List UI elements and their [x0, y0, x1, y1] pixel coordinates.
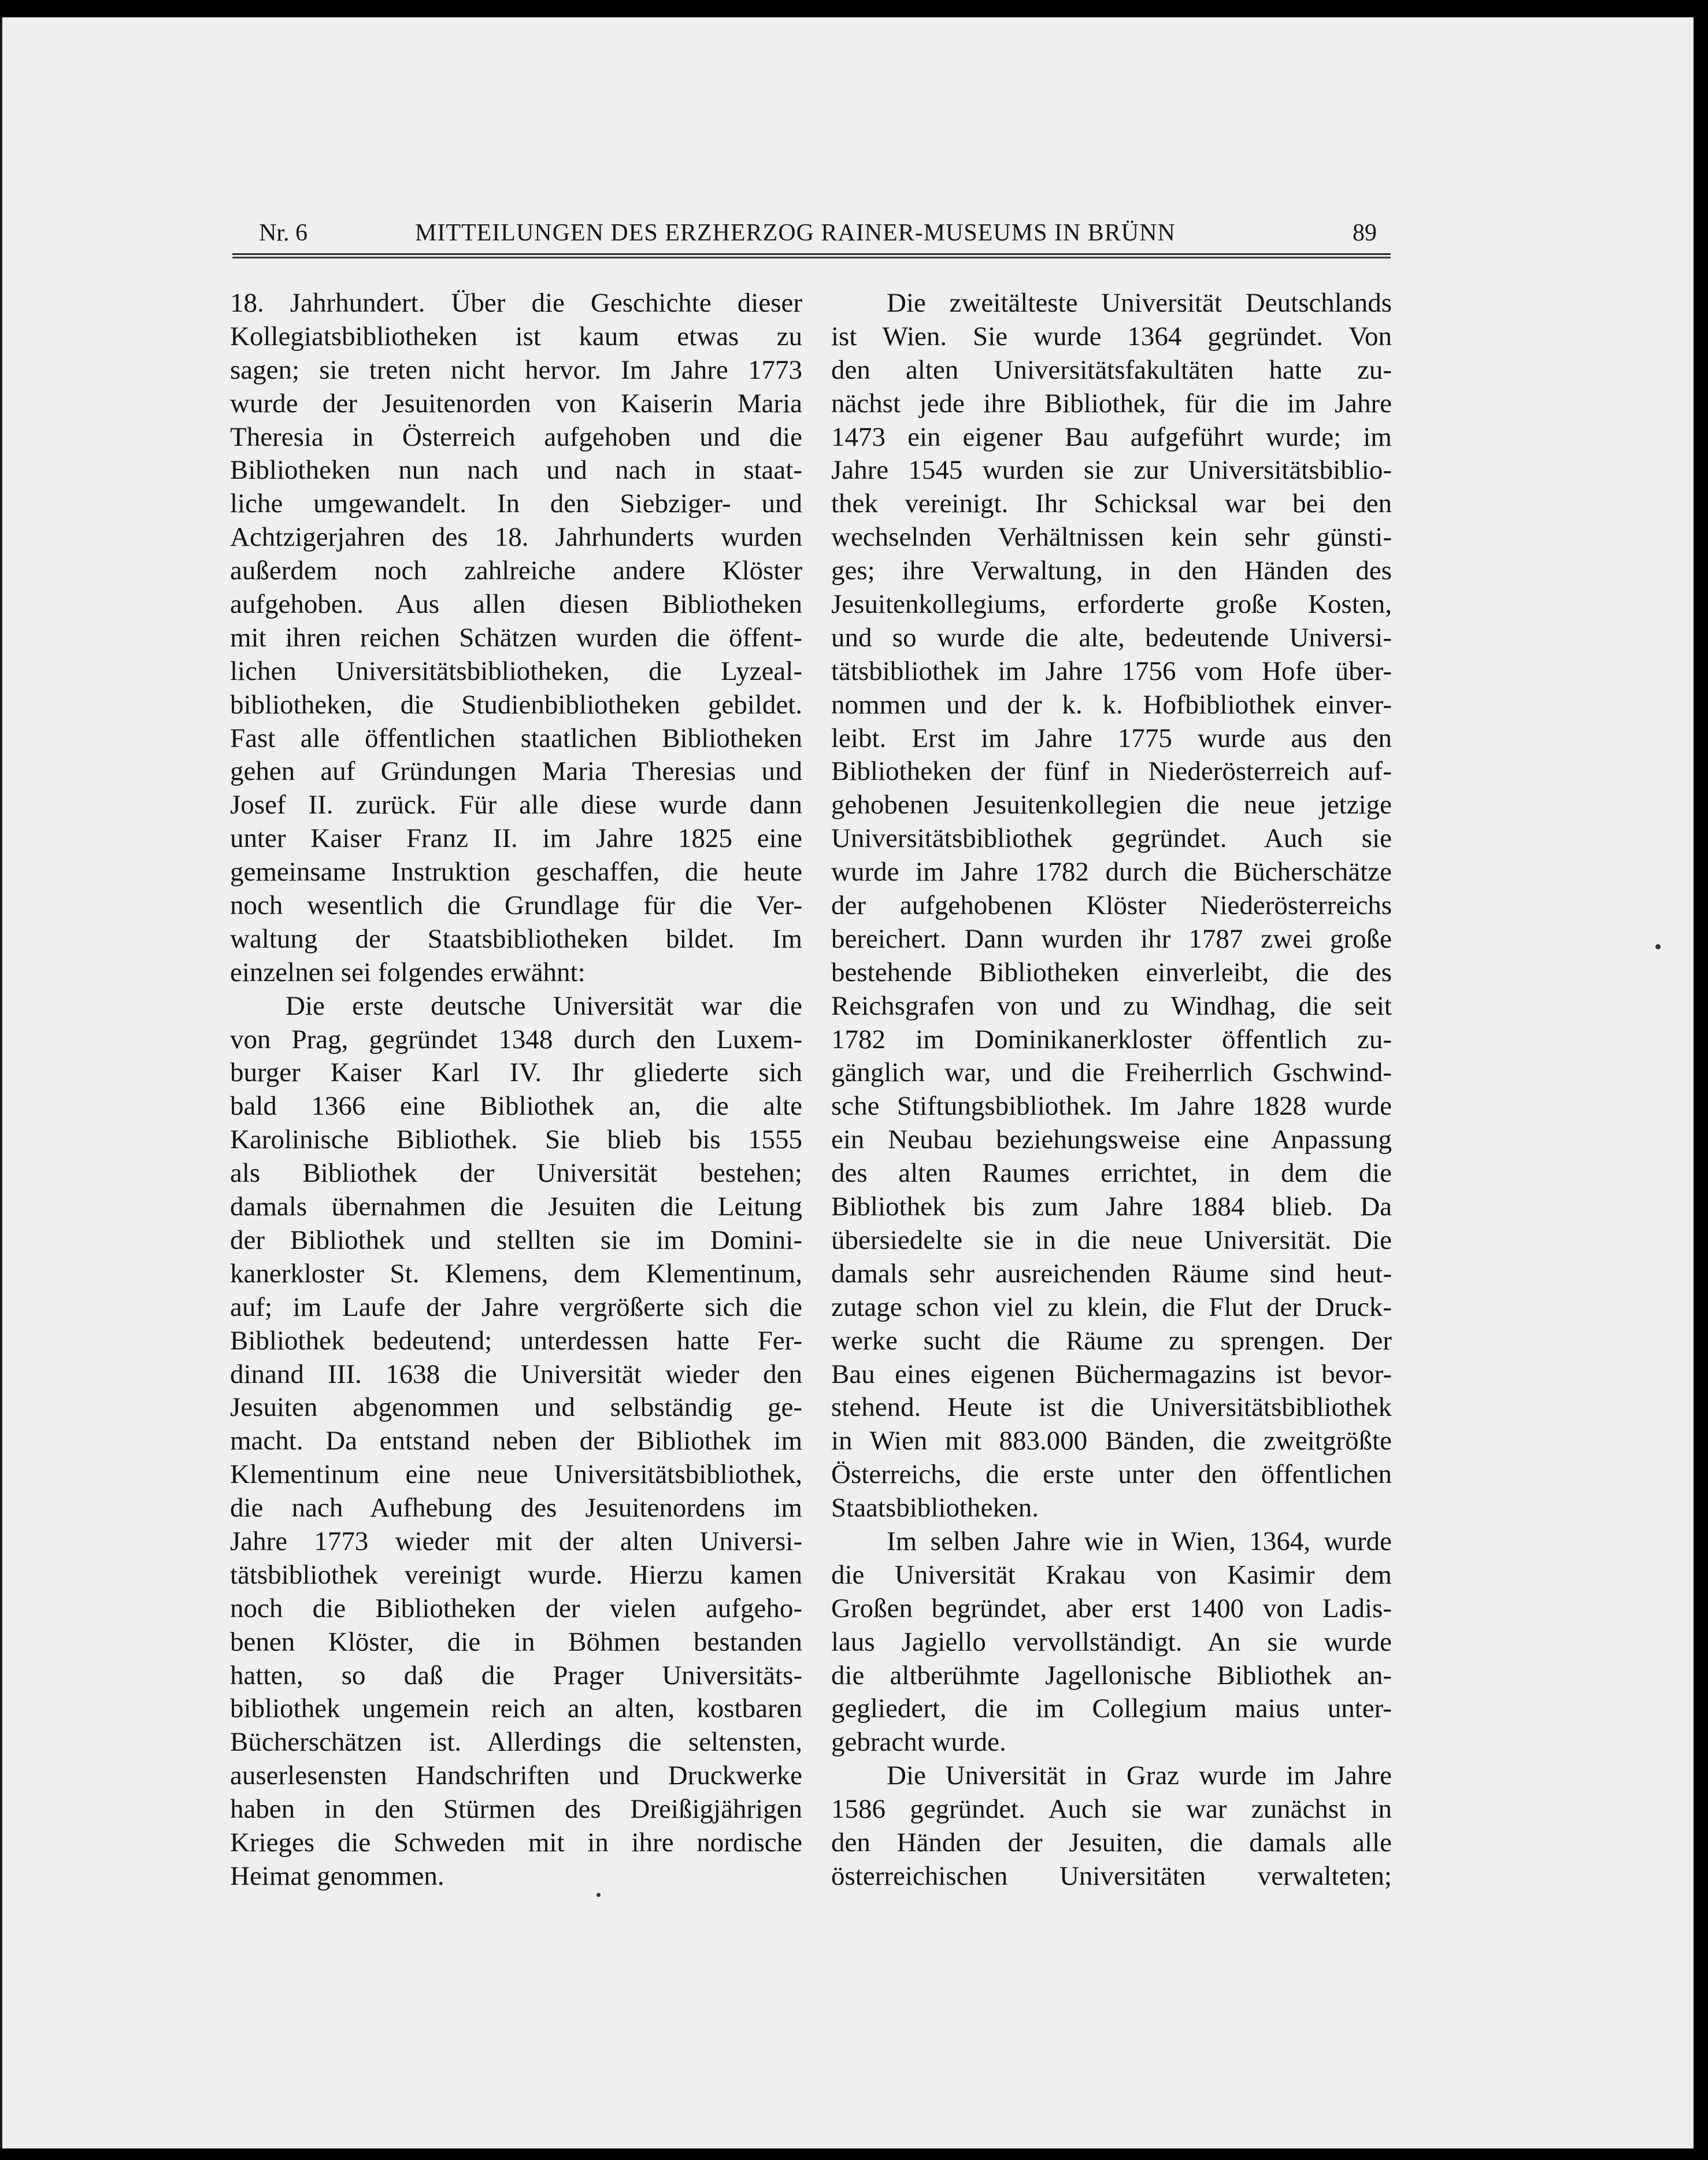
- text-line: in Wien mit 883.000 Bänden, die zweitgrößte: [831, 1426, 1392, 1456]
- paragraph-start-line: Die zweitälteste Universität Deutschlands: [887, 288, 1392, 318]
- text-line: damals übernahmen die Jesuiten die Leitung: [230, 1192, 802, 1222]
- text-line: Staatsbibliotheken.: [831, 1493, 1039, 1523]
- text-line: gänglich war, und die Freiherrlich Gschwind-: [831, 1057, 1392, 1088]
- scan-speck: [1655, 944, 1661, 949]
- text-line: Universitätsbibliothek gegründet. Auch sie: [831, 823, 1392, 854]
- text-line: Jesuiten abgenommen und selbständig ge-: [230, 1392, 802, 1423]
- text-line: mit ihren reichen Schätzen wurden die öffent-: [230, 622, 802, 653]
- text-line: tätsbibliothek im Jahre 1756 vom Hofe über-: [831, 656, 1392, 686]
- text-line: aufgehoben. Aus allen diesen Bibliotheken: [230, 589, 802, 620]
- text-line: liche umgewandelt. In den Siebziger- und: [230, 489, 802, 519]
- text-line: nächst jede ihre Bibliothek, für die im Jahre: [831, 388, 1392, 419]
- text-line: den alten Universitätsfakultäten hatte zu-: [831, 354, 1392, 385]
- text-line: Bau eines eigenen Büchermagazins ist bevor-: [831, 1359, 1392, 1389]
- text-line: waltung der Staatsbibliotheken bildet. Im: [230, 923, 802, 954]
- paragraph-start-line: Die Universität in Graz wurde im Jahre: [887, 1760, 1392, 1791]
- text-line: Kollegiatsbibliotheken ist kaum etwas zu: [230, 321, 802, 352]
- text-line: gehobenen Jesuitenkollegien die neue jetzige: [831, 790, 1392, 820]
- text-line: außerdem noch zahlreiche andere Klöster: [230, 556, 802, 586]
- text-line: gegliedert, die im Collegium maius unter-: [831, 1693, 1392, 1724]
- text-line: 1586 gegründet. Auch sie war zunächst in: [831, 1794, 1392, 1825]
- text-line: zutage schon viel zu klein, die Flut der Druck-: [831, 1292, 1392, 1322]
- paragraph-start-line: Die erste deutsche Universität war die: [286, 990, 802, 1021]
- text-line: ist Wien. Sie wurde 1364 gegründet. Von: [831, 321, 1392, 352]
- text-line: macht. Da entstand neben der Bibliothek im: [230, 1426, 802, 1456]
- text-line: übersiedelte sie in die neue Universität. Die: [831, 1225, 1392, 1255]
- text-line: 18. Jahrhundert. Über die Geschichte dieser: [230, 288, 802, 318]
- page-number: 89: [1353, 220, 1377, 246]
- text-line: Krieges die Schweden mit in ihre nordische: [230, 1827, 802, 1858]
- text-line: leibt. Erst im Jahre 1775 wurde aus den: [831, 723, 1392, 753]
- text-line: damals sehr ausreichenden Räume sind heut-: [831, 1258, 1392, 1289]
- text-line: als Bibliothek der Universität bestehen;: [230, 1158, 802, 1189]
- text-line: Klementinum eine neue Universitätsbibliothek,: [230, 1459, 802, 1490]
- text-line: lichen Universitätsbibliotheken, die Lyzeal-: [230, 656, 802, 686]
- text-line: stehend. Heute ist die Universitätsbibliothek: [831, 1392, 1392, 1423]
- text-line: auf; im Laufe der Jahre vergrößerte sich die: [230, 1292, 802, 1322]
- text-line: des alten Raumes errichtet, in dem die: [831, 1158, 1392, 1189]
- text-line: benen Klöster, die in Böhmen bestanden: [230, 1626, 802, 1657]
- text-line: Heimat genommen.: [230, 1861, 444, 1891]
- text-line: Großen begründet, aber erst 1400 von Ladis-: [831, 1593, 1392, 1623]
- text-line: Fast alle öffentlichen staatlichen Bibliotheken: [230, 723, 802, 753]
- paragraph-start-line: Im selben Jahre wie in Wien, 1364, wurde: [887, 1526, 1392, 1556]
- text-line: Österreichs, die erste unter den öffentlichen: [831, 1459, 1392, 1490]
- text-line: der Bibliothek und stellten sie im Domini-: [230, 1225, 802, 1255]
- text-line: ges; ihre Verwaltung, in den Händen des: [831, 556, 1392, 586]
- text-line: Bibliotheken der fünf in Niederösterreich auf-: [831, 756, 1392, 787]
- scan-speck: [596, 1893, 601, 1897]
- text-line: wurde der Jesuitenorden von Kaiserin Maria: [230, 388, 802, 419]
- text-line: hatten, so daß die Prager Universitäts-: [230, 1660, 802, 1691]
- text-line: ein Neubau beziehungsweise eine Anpassung: [831, 1125, 1392, 1155]
- issue-number: Nr. 6: [259, 220, 307, 246]
- text-line: Reichsgrafen von und zu Windhag, die seit: [831, 990, 1392, 1021]
- text-line: einzelnen sei folgendes erwähnt:: [230, 957, 586, 987]
- text-line: wurde im Jahre 1782 durch die Bücherschätze: [831, 857, 1392, 887]
- text-line: haben in den Stürmen des Dreißigjährigen: [230, 1794, 802, 1825]
- text-line: bereichert. Dann wurden ihr 1787 zwei große: [831, 923, 1392, 954]
- text-line: werke sucht die Räume zu sprengen. Der: [831, 1325, 1392, 1356]
- text-line: bestehende Bibliotheken einverleibt, die des: [831, 957, 1392, 987]
- text-line: die Universität Krakau von Kasimir dem: [831, 1559, 1392, 1590]
- text-line: unter Kaiser Franz II. im Jahre 1825 eine: [230, 823, 802, 854]
- text-line: von Prag, gegründet 1348 durch den Luxem-: [230, 1024, 802, 1055]
- text-line: dinand III. 1638 die Universität wieder den: [230, 1359, 802, 1389]
- text-line: der aufgehobenen Klöster Niederösterreichs: [831, 890, 1392, 921]
- text-line: österreichischen Universitäten verwalteten;: [831, 1861, 1392, 1891]
- text-line: sche Stiftungsbibliothek. Im Jahre 1828 wurde: [831, 1091, 1392, 1122]
- text-line: Jahre 1773 wieder mit der alten Universi-: [230, 1526, 802, 1556]
- text-line: bald 1366 eine Bibliothek an, die alte: [230, 1091, 802, 1122]
- text-line: Achtzigerjahren des 18. Jahrhunderts wurden: [230, 522, 802, 553]
- header-double-rule: [232, 253, 1391, 255]
- text-line: gebracht wurde.: [831, 1727, 1006, 1758]
- text-line: bibliotheken, die Studienbibliotheken gebildet.: [230, 689, 802, 720]
- text-line: und so wurde die alte, bedeutende Universi-: [831, 622, 1392, 653]
- text-line: auserlesensten Handschriften und Druckwerke: [230, 1760, 802, 1791]
- text-line: die nach Aufhebung des Jesuitenordens im: [230, 1493, 802, 1523]
- text-line: gehen auf Gründungen Maria Theresias und: [230, 756, 802, 787]
- text-line: tätsbibliothek vereinigt wurde. Hierzu kamen: [230, 1559, 802, 1590]
- text-line: wechselnden Verhältnissen kein sehr günsti-: [831, 522, 1392, 553]
- text-line: Josef II. zurück. Für alle diese wurde dann: [230, 790, 802, 820]
- text-line: Bücherschätzen ist. Allerdings die seltensten,: [230, 1727, 802, 1758]
- text-line: die altberühmte Jagellonische Bibliothek an-: [831, 1660, 1392, 1691]
- text-line: Bibliothek bis zum Jahre 1884 blieb. Da: [831, 1192, 1392, 1222]
- text-line: noch die Bibliotheken der vielen aufgeho-: [230, 1593, 802, 1623]
- text-line: Bibliothek bedeutend; unterdessen hatte Fer-: [230, 1325, 802, 1356]
- text-line: Jesuitenkollegiums, erforderte große Kosten,: [831, 589, 1392, 620]
- text-line: Jahre 1545 wurden sie zur Universitätsbiblio-: [831, 455, 1392, 486]
- left-column: [230, 287, 802, 1893]
- right-column: [831, 287, 1392, 1893]
- text-line: Bibliotheken nun nach und nach in staat-: [230, 455, 802, 486]
- page-edge: [0, 17, 2, 2148]
- text-line: thek vereinigt. Ihr Schicksal war bei den: [831, 489, 1392, 519]
- text-line: 1782 im Dominikanerkloster öffentlich zu-: [831, 1024, 1392, 1055]
- text-line: bibliothek ungemein reich an alten, kostbaren: [230, 1693, 802, 1724]
- text-line: Karolinische Bibliothek. Sie blieb bis 1555: [230, 1125, 802, 1155]
- page: [1, 17, 1694, 2148]
- text-line: 1473 ein eigener Bau aufgeführt wurde; im: [831, 421, 1392, 452]
- text-line: gemeinsame Instruktion geschaffen, die heute: [230, 857, 802, 887]
- text-line: den Händen der Jesuiten, die damals alle: [831, 1827, 1392, 1858]
- text-line: kanerkloster St. Klemens, dem Klementinum,: [230, 1258, 802, 1289]
- text-line: laus Jagiello vervollständigt. An sie wurde: [831, 1626, 1392, 1657]
- text-line: burger Kaiser Karl IV. Ihr gliederte sich: [230, 1057, 802, 1088]
- running-header: [231, 217, 1393, 263]
- text-line: nommen und der k. k. Hofbibliothek einver-: [831, 689, 1392, 720]
- text-line: Theresia in Österreich aufgehoben und die: [230, 421, 802, 452]
- text-line: sagen; sie treten nicht hervor. Im Jahre 1773: [230, 354, 802, 385]
- text-line: noch wesentlich die Grundlage für die Ver-: [230, 890, 802, 921]
- journal-title: MITTEILUNGEN DES ERZHERZOG RAINER-MUSEUMS IN BRÜNN: [415, 220, 1176, 246]
